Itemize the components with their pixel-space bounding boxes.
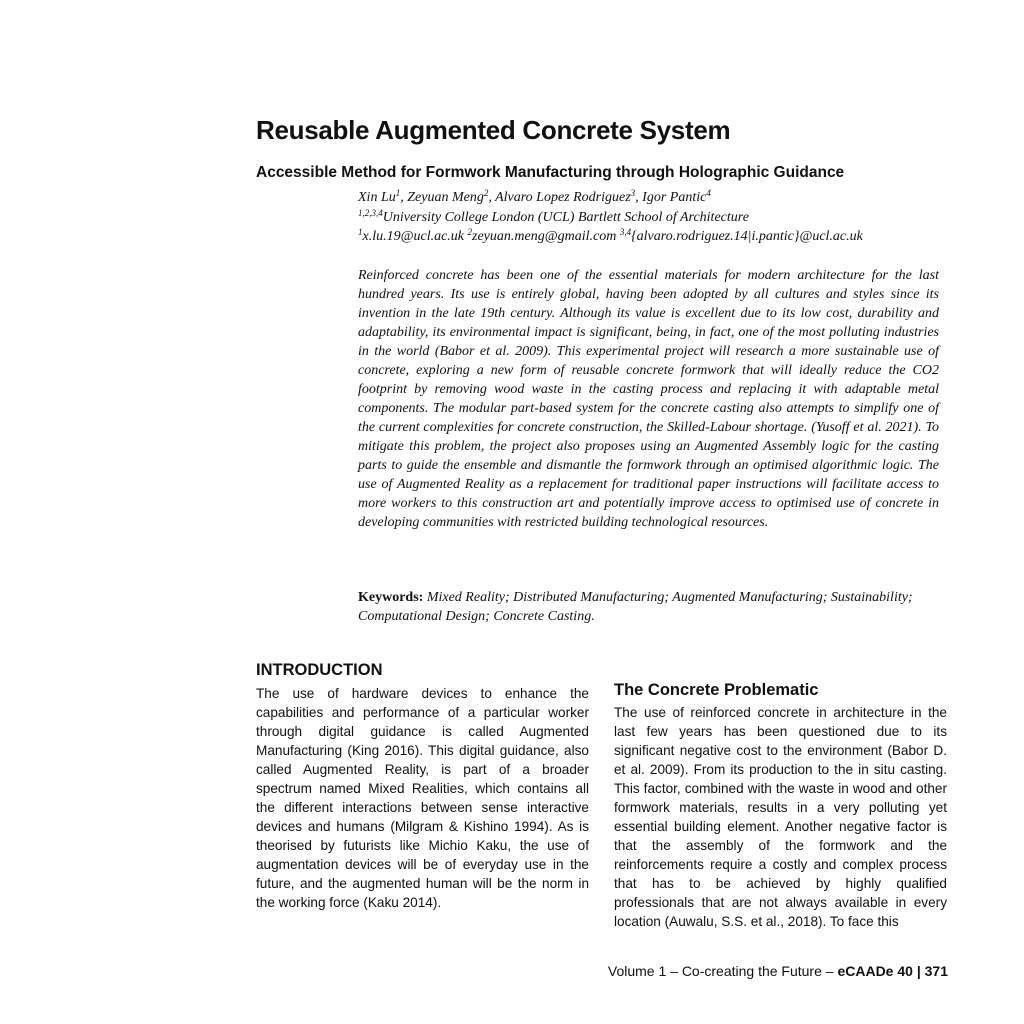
- email-link[interactable]: x.lu.19@ucl.ac.uk: [362, 229, 468, 244]
- author-sup: 3: [630, 188, 636, 198]
- author-sup: 1: [395, 188, 401, 198]
- author-name: , Zeyuan Meng: [400, 190, 484, 205]
- keywords: [358, 588, 939, 626]
- abstract: Reinforced concrete has been one of the essential materials for modern architecture for the last hundred years. Its use is entirely global, having been adopted by all cultures and styles since its invention in the late 19th century. Although its value is excellent due to its low cost, durability and adaptability, its environmental impact is significant, being, in fact, one of the most polluting industries in the world (Babor et al. 2009). This experimental project will research a more sustainable use of concrete, exploring a new form of reusable concrete formwork that will ideally reduce the CO2 footprint by removing wood waste in the casting process and replacing it with adaptable metal components. The modular part-based system for the concrete casting also attempts to simplify one of the current complexities for concrete construction, the Skilled-Labour shortage. (Yusoff et al. 2021). To mitigate this problem, the project also proposes using an Augmented Assembly logic for the casting parts to guide the ensemble and dismantle the formwork through an optimised algorithmic logic. The use of Augmented Reality as a replacement for traditional paper instructions will facilitate access to more workers to this construction art and potentially improve access to optimised use of concrete in developing communities with restricted building technological resources.: [358, 268, 939, 530]
- affiliation-sup: 1,2,3,4: [358, 207, 383, 218]
- author-sup: 2: [483, 188, 489, 198]
- paper-subtitle: Accessible Method for Formwork Manufacturing through Holographic Guidance: [256, 163, 845, 181]
- email-sup: 2: [467, 227, 473, 237]
- keywords-label: Keywords:: [358, 590, 424, 605]
- author-name: , Alvaro Lopez Rodriguez: [488, 190, 631, 205]
- paper-title: Reusable Augmented Concrete System: [256, 115, 731, 146]
- footer-conference: eCAADe 40: [837, 963, 913, 979]
- introduction-body: The use of hardware devices to enhance the capabilities and performance of a particular worker through digital guidance is called Augmented Manufacturing (King 2016). This digital guidance, also called Augmented Reality, is part of a broader spectrum named Mixed Realities, which contains all the different interactions between sense interactive devices and humans (Milgram & Kishino 1994). As is theorised by futurists like Michio Kaku, the use of augmentation devices will be of everyday use in the future, and the augmented human will be the norm in the working force (Kaku 2014).: [256, 686, 589, 910]
- affiliation-text: University College London (UCL) Bartlett School of Architecture: [382, 209, 749, 225]
- author-name: Xin Lu: [358, 190, 396, 205]
- author-list: [358, 188, 958, 208]
- concrete-problematic-body: The use of reinforced concrete in architecture in the last few years has been questioned due to its significant negative cost to the environment (Babor D. et al. 2009). From its production to the in situ casting. This factor, combined with the waste in wood and other formwork materials, results in a very polluting yet essential building element. Another negative factor is that the assembly of the formwork and the reinforcements require a costly and complex process that has to be achieved by highly qualified professionals that are not always available in every location (Auwalu, S.S. et al., 2018). To face this: [614, 705, 947, 929]
- email-sup: 3,4: [619, 227, 632, 237]
- author-block: [358, 188, 958, 247]
- introduction-heading: INTRODUCTION: [256, 661, 383, 679]
- footer-volume: Volume 1 – Co-creating the Future –: [607, 963, 838, 979]
- keywords-text: Mixed Reality; Distributed Manufacturing; Augmented Manufacturing; Sustainability; Computational Design; Concrete Casting.: [358, 590, 913, 624]
- author-sup: 4: [706, 188, 711, 198]
- email-list: [358, 227, 958, 247]
- email-sup: 1: [358, 227, 363, 237]
- page-footer: [608, 963, 948, 979]
- email-link[interactable]: {alvaro.rodriguez.14|i.pantic}@ucl.ac.uk: [631, 229, 863, 244]
- author-name: , Igor Pantic: [635, 190, 707, 205]
- footer-page-number: | 371: [912, 963, 948, 979]
- email-link[interactable]: zeyuan.meng@gmail.com: [472, 229, 620, 244]
- concrete-problematic-heading: The Concrete Problematic: [614, 681, 819, 699]
- affiliation: [358, 208, 958, 228]
